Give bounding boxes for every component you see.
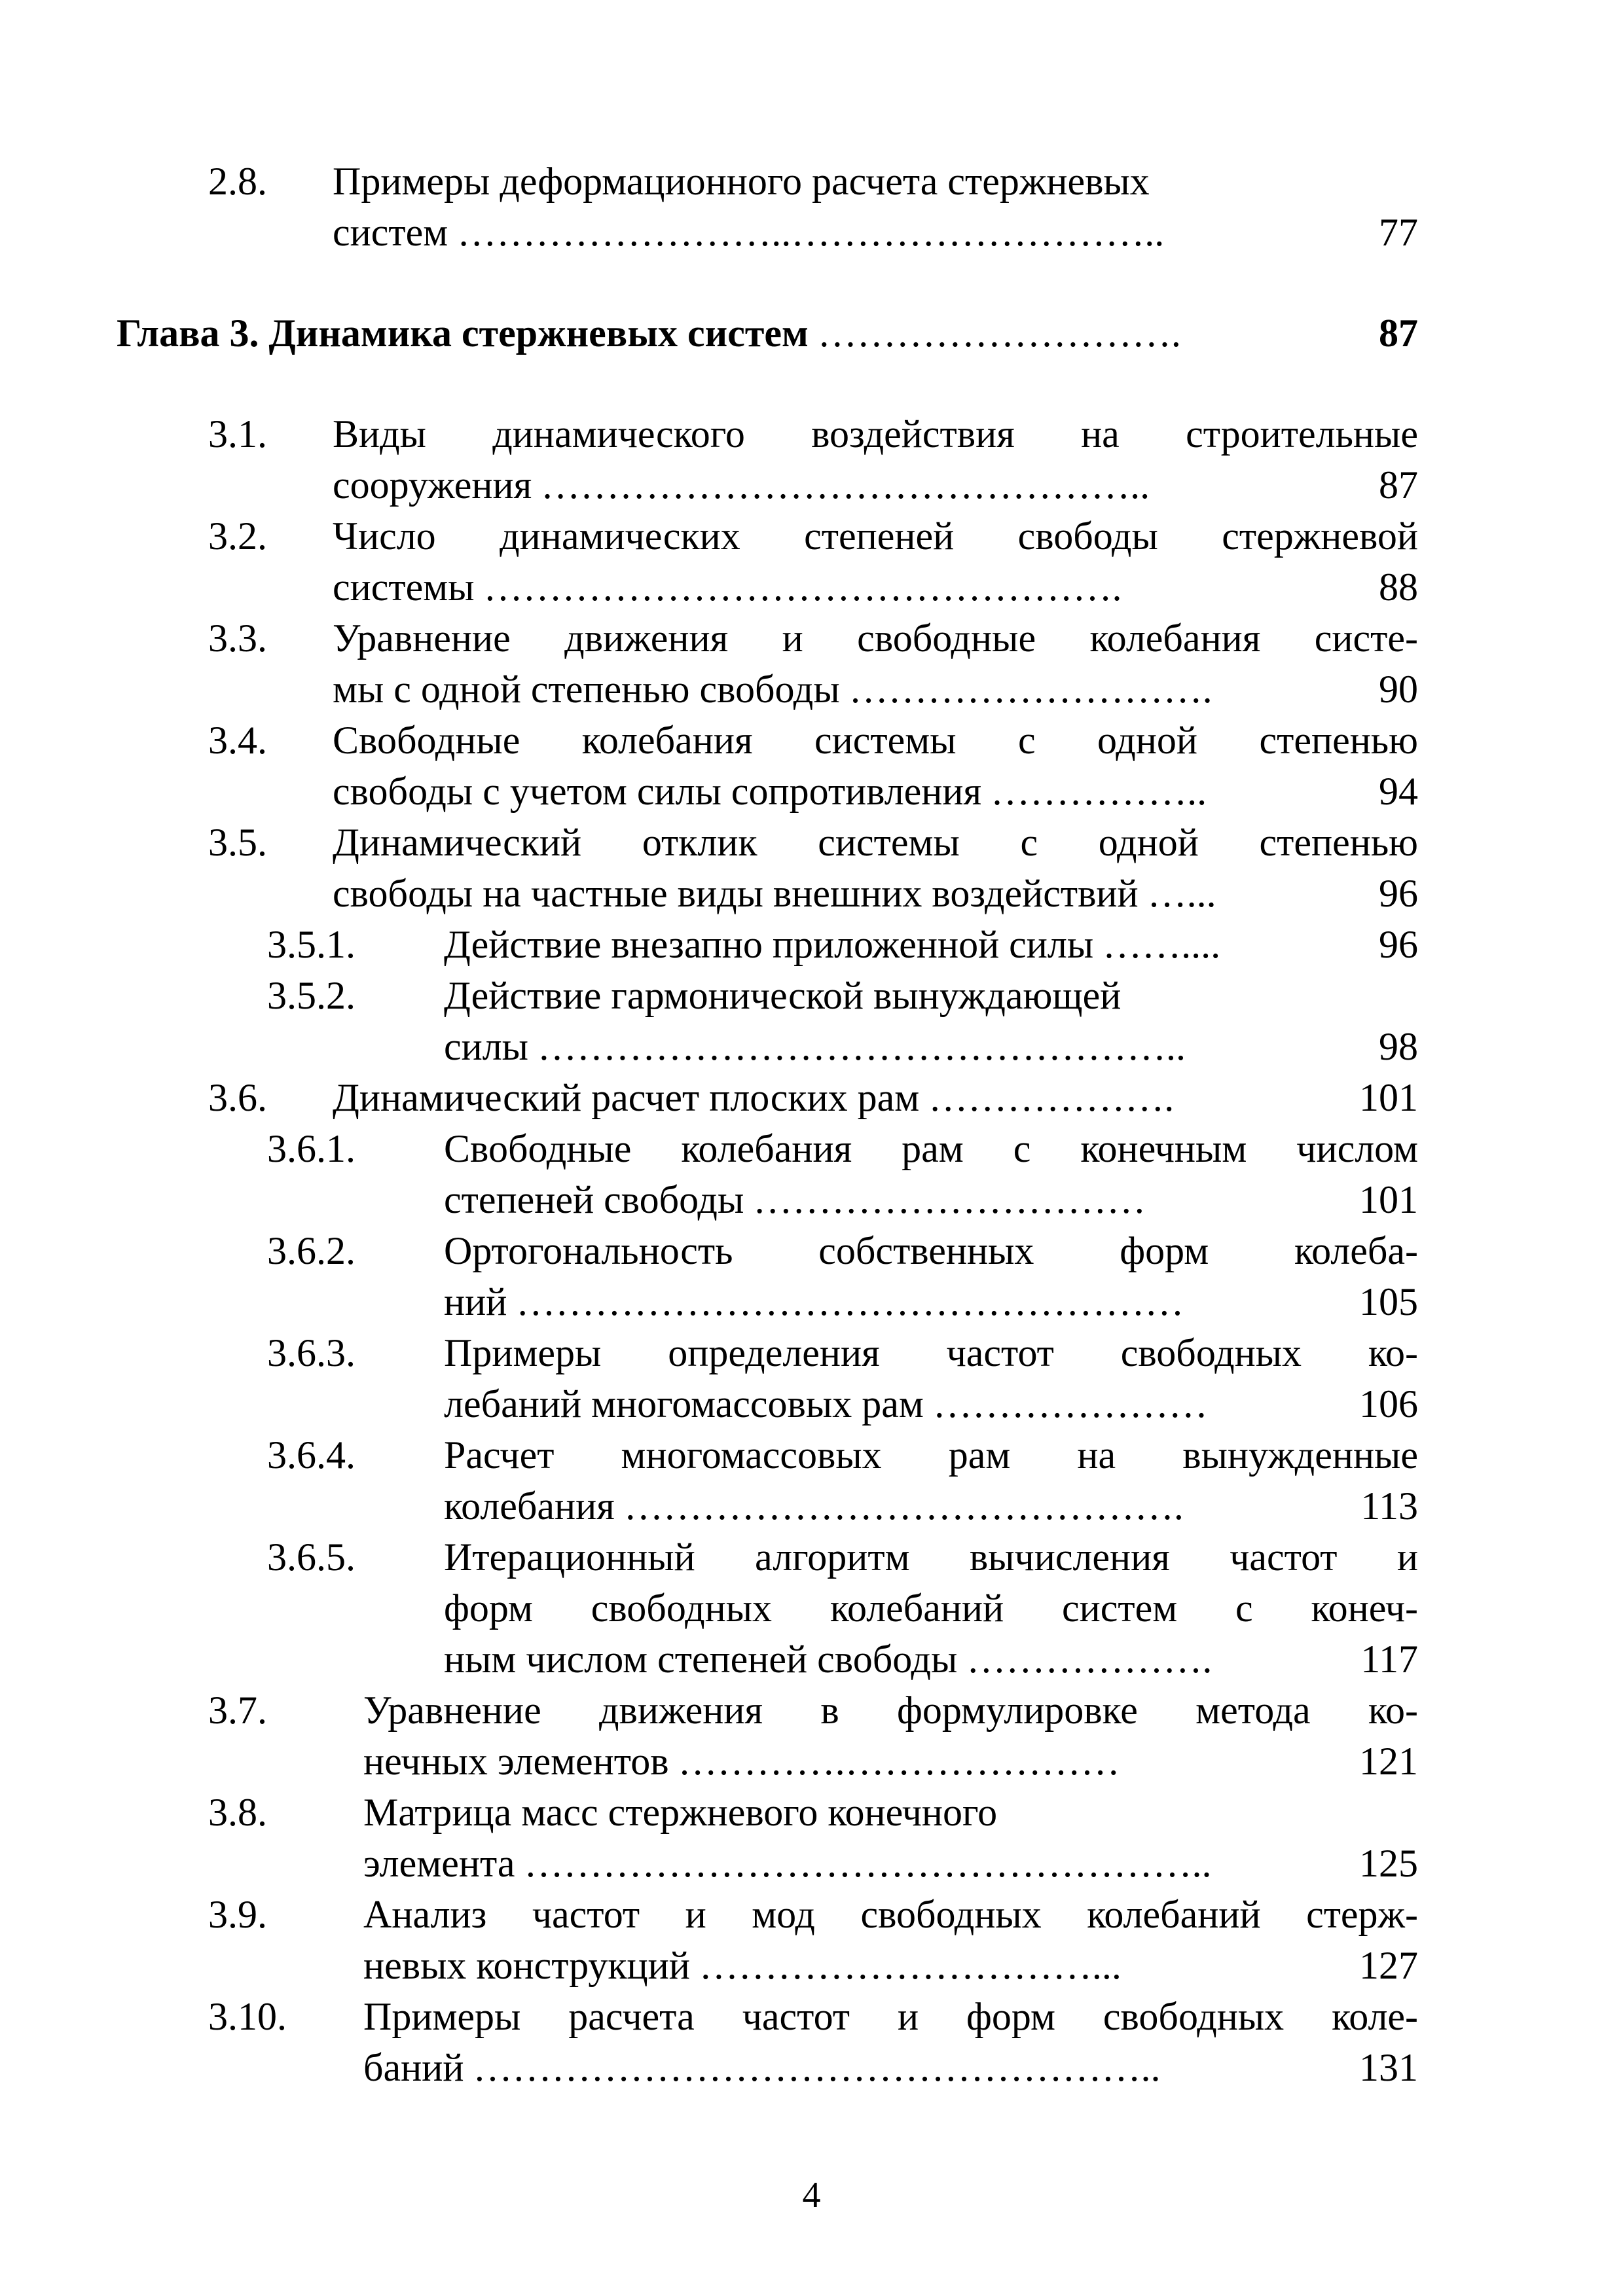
leader-dots: …………………: [932, 1382, 1208, 1426]
page-number: 90: [1379, 668, 1418, 711]
entry-number: 3.6.4.: [267, 1433, 356, 1477]
entry-number: 3.6.: [208, 1076, 267, 1119]
entry-number: 3.9.: [208, 1893, 267, 1936]
entry-title-line: Уравнение движения в формулировке метода ко-: [363, 1689, 1418, 1732]
entry-title-line: Расчет многомассовых рам на вынужденные: [444, 1433, 1418, 1477]
page-number: 106: [1359, 1382, 1418, 1426]
entry-title-line: форм свободных колебаний систем с конеч-: [444, 1587, 1418, 1630]
entry-title-line: Число динамических степеней свободы стержневой: [333, 514, 1418, 558]
entry-number: 3.10.: [208, 1995, 287, 2038]
entry-title-line: Ортогональность собственных форм колеба-: [444, 1229, 1418, 1272]
page-number: 87: [1379, 463, 1418, 507]
entry-title-line: Примеры расчета частот и форм свободных коле-: [363, 1995, 1418, 2038]
entry-number: 3.6.1.: [267, 1127, 356, 1170]
page-number: 101: [1359, 1076, 1418, 1119]
page-number: 113: [1360, 1484, 1418, 1528]
entry-number: 3.3.: [208, 617, 267, 660]
page-number: 88: [1379, 565, 1418, 609]
leader-dots: ……………..: [991, 770, 1207, 813]
entry-title-line: Динамический расчет плоских рам: [333, 1076, 920, 1119]
toc-entry-3-6-1: [0, 1123, 1623, 1225]
entry-title-line: свободы на частные виды внешних воздействий: [333, 872, 1139, 915]
entry-title-line: Анализ частот и мод свободных колебаний стерж-: [363, 1893, 1418, 1936]
page-number: 117: [1360, 1638, 1418, 1681]
entry-title-line: Свободные колебания рам с конечным числом: [444, 1127, 1418, 1170]
leader-dots: ……………………………………………..: [473, 2046, 1161, 2089]
leader-dots: ……………………..………………………..: [457, 211, 1165, 254]
page-number: 96: [1379, 923, 1418, 966]
entry-title-line: лебаний многомассовых рам: [444, 1382, 924, 1426]
entry-title-line: степеней свободы: [444, 1178, 744, 1221]
entry-number: 3.4.: [208, 719, 267, 762]
leader-dots: ……………………………………………: [516, 1280, 1184, 1323]
entry-title-line: элемента: [363, 1842, 515, 1885]
folio: 4: [802, 2175, 821, 2215]
leader-dots: ………………………………………….: [483, 565, 1122, 609]
page-number: 131: [1359, 2046, 1418, 2089]
entry-title-line: Свободные колебания системы с одной степенью: [333, 719, 1418, 762]
entry-number: 3.5.: [208, 821, 267, 864]
toc-entry-2-8: [0, 156, 1623, 258]
entry-number: 3.5.2.: [267, 974, 356, 1017]
leader-dots: ………………………………………..: [541, 463, 1150, 507]
leader-dots: ……………….: [966, 1638, 1213, 1681]
leader-dots: …………………………………………..: [538, 1025, 1186, 1068]
toc-entry-3-6-3: [0, 1327, 1623, 1429]
entry-number: 2.8.: [208, 160, 267, 203]
toc-entry-3-4: [0, 715, 1623, 817]
entry-title-line: Динамический отклик системы с одной степенью: [333, 821, 1418, 864]
entry-title-line: колебания: [444, 1484, 615, 1528]
toc-entry-3-2: [0, 511, 1623, 613]
toc-entry-3-5: [0, 817, 1623, 919]
entry-title-line: Примеры деформационного расчета стержневых: [333, 160, 1150, 203]
leader-dots: ……………………….: [817, 312, 1181, 355]
entry-title-line: Уравнение движения и свободные колебания систе-: [333, 617, 1418, 660]
page-number: 125: [1359, 1842, 1418, 1885]
toc-entry-3-6-4: [0, 1429, 1623, 1532]
page-number: 77: [1379, 211, 1418, 254]
leader-dots: …………………………...: [699, 1944, 1122, 1987]
toc-entry-3-1: [0, 408, 1623, 511]
toc-entry-3-5-2: [0, 970, 1623, 1072]
chapter-heading: [117, 308, 1418, 359]
toc-entry-3-3: [0, 613, 1623, 715]
toc-entry-3-6-5: [0, 1532, 1623, 1685]
chapter-title: Глава 3. Динамика стержневых систем: [117, 312, 809, 355]
leader-dots: ……....: [1103, 923, 1221, 966]
page-number: 127: [1359, 1944, 1418, 1987]
entry-title-line: нечных элементов: [363, 1740, 669, 1783]
entry-number: 3.5.1.: [267, 923, 356, 966]
entry-title-line: ным числом степеней свободы: [444, 1638, 958, 1681]
entry-number: 3.2.: [208, 514, 267, 558]
toc-entry-3-5-1: [0, 919, 1623, 970]
entry-number: 3.6.3.: [267, 1331, 356, 1374]
leader-dots: ………….…………………: [678, 1740, 1120, 1783]
toc-entry-3-9: [0, 1889, 1623, 1991]
entry-title-line: свободы с учетом силы сопротивления: [333, 770, 982, 813]
entry-title-line: невых конструкций: [363, 1944, 690, 1987]
toc-entry-3-8: [0, 1787, 1623, 1889]
page-number: 121: [1359, 1740, 1418, 1783]
toc-entry-3-6-2: [0, 1225, 1623, 1327]
entry-title-line: ний: [444, 1280, 507, 1323]
entry-number: 3.6.5.: [267, 1535, 356, 1579]
page-number: 94: [1379, 770, 1418, 813]
leader-dots: ……………………….: [848, 668, 1213, 711]
page-number: 101: [1359, 1178, 1418, 1221]
toc-entry-3-6: [0, 1072, 1623, 1123]
entry-title-line: Итерационный алгоритм вычисления частот и: [444, 1535, 1418, 1579]
entry-title-line: силы: [444, 1025, 528, 1068]
toc-entry-3-7: [0, 1685, 1623, 1787]
entry-number: 3.8.: [208, 1791, 267, 1834]
page-number: 105: [1359, 1280, 1418, 1323]
page-number: 96: [1379, 872, 1418, 915]
entry-number: 3.6.2.: [267, 1229, 356, 1272]
entry-number: 3.1.: [208, 412, 267, 456]
entry-title-line: сооружения: [333, 463, 532, 507]
entry-title-line: баний: [363, 2046, 464, 2089]
leader-dots: …………………………: [753, 1178, 1146, 1221]
entry-title-line: мы с одной степенью свободы: [333, 668, 840, 711]
entry-title-line: Матрица масс стержневого конечного: [363, 1791, 998, 1834]
entry-title-line: Действие гармонической вынуждающей: [444, 974, 1122, 1017]
toc-entry-3-10: [0, 1991, 1623, 2093]
entry-title-line: Действие внезапно приложенной силы: [444, 923, 1094, 966]
entry-title-line: Виды динамического воздействия на строительные: [333, 412, 1418, 456]
entry-title-line: системы: [333, 565, 475, 609]
leader-dots: …………………………………….: [623, 1484, 1184, 1528]
entry-number: 3.7.: [208, 1689, 267, 1732]
leader-dots: ……………….: [928, 1076, 1175, 1119]
leader-dots: ……………………………………………..: [524, 1842, 1212, 1885]
chapter-page-number: 87: [1379, 312, 1418, 355]
entry-title-line: Примеры определения частот свободных ко-: [444, 1331, 1418, 1374]
leader-dots: …...: [1147, 872, 1216, 915]
entry-title-line: систем: [333, 211, 448, 254]
page-number: 98: [1379, 1025, 1418, 1068]
